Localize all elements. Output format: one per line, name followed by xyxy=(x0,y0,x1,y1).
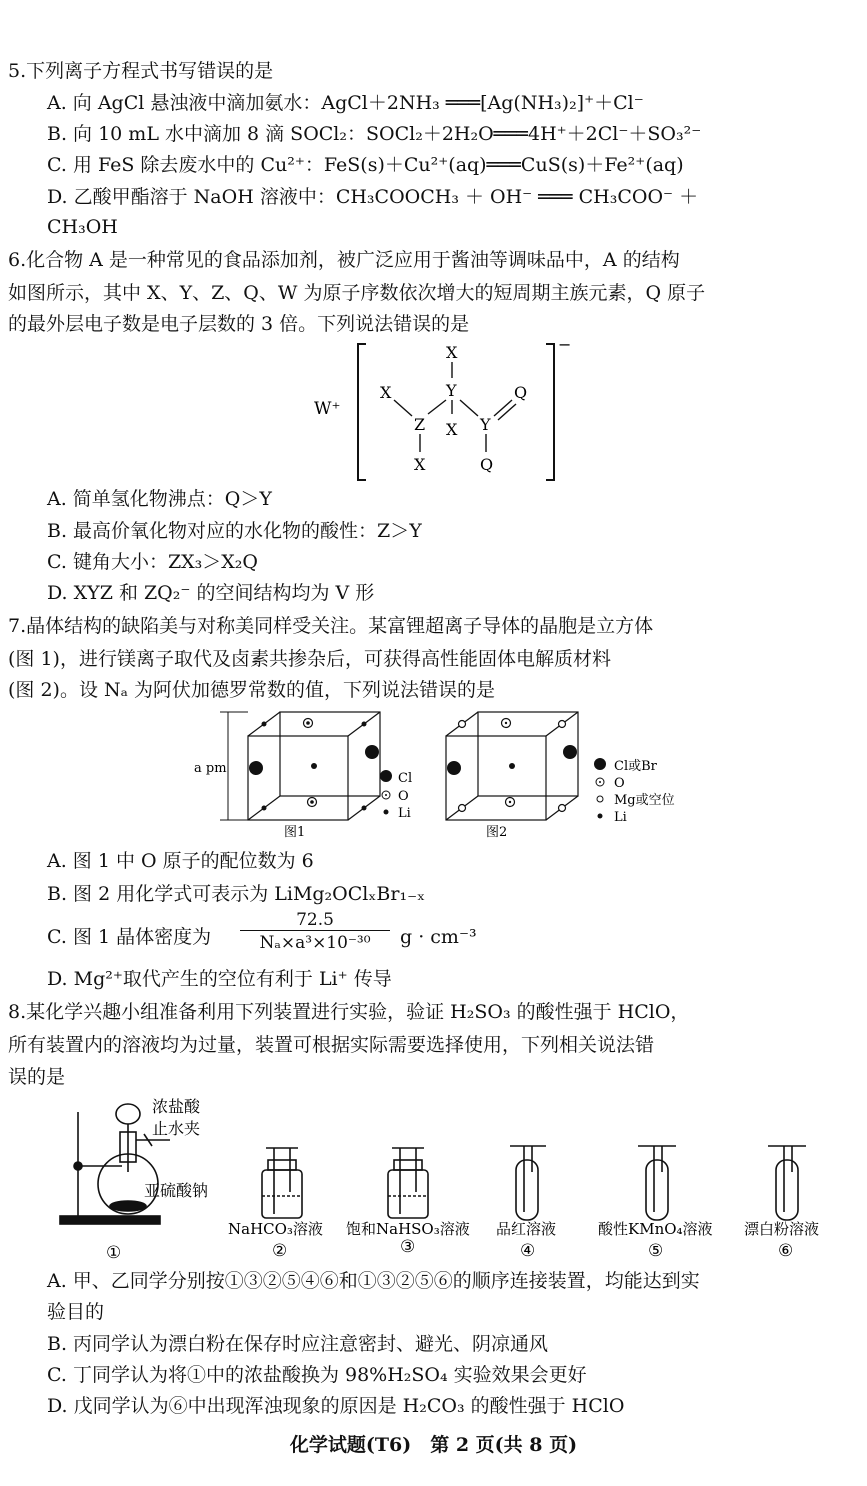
atom-x-bottom: X xyxy=(414,455,426,474)
q8-option-a: A. 甲、乙同学分别按①③②⑤④⑥和①③②⑤⑥的顺序连接装置，均能达到实 xyxy=(47,1270,700,1292)
q7-stem-line2: (图 1)，进行镁离子取代及卤素共掺杂后，可获得高性能固体电解质材料 xyxy=(8,648,611,670)
atom-q-double: Q xyxy=(514,383,528,402)
q6-option-b: B. 最高价氧化物对应的水化物的酸性：Z＞Y xyxy=(47,520,422,542)
label-salt: 亚硫酸钠 xyxy=(144,1181,209,1200)
apparatus-2 xyxy=(262,1148,302,1218)
q5-stem: 5.下列离子方程式书写错误的是 xyxy=(8,60,274,82)
fig1-label: 图1 xyxy=(284,825,306,840)
a-pm-label: a pm xyxy=(194,761,227,776)
q8-option-d: D. 戊同学认为⑥中出现浑浊现象的原因是 H₂CO₃ 的酸性强于 HClO xyxy=(47,1395,625,1417)
q8-stem-line2: 所有装置内的溶液均为过量，装置可根据实际需要选择使用，下列相关说法错 xyxy=(8,1034,655,1056)
q8-stem-line1: 8.某化学兴趣小组准备利用下列装置进行实验，验证 H₂SO₃ 的酸性强于 HClO， xyxy=(8,1001,690,1023)
q8-stem-line3: 误的是 xyxy=(8,1066,66,1088)
label-n6: ⑥ xyxy=(778,1241,794,1261)
w-ion-label: W⁺ xyxy=(314,399,341,419)
q7-option-c-unit: g · cm⁻³ xyxy=(400,926,477,948)
legend1-li: Li xyxy=(398,806,411,821)
legend1-o: O xyxy=(398,789,409,804)
atom-x-left: X xyxy=(380,383,392,402)
label-acid: 浓盐酸 xyxy=(152,1097,201,1116)
label-clamp: 止水夹 xyxy=(152,1119,201,1138)
q5-option-b: B. 向 10 mL 水中滴加 8 滴 SOCl₂：SOCl₂＋2H₂O═══4H⁺＋2Cl⁻＋SO₃²⁻ xyxy=(47,123,702,145)
q6-structure-figure xyxy=(300,338,590,488)
q5-option-c: C. 用 FeS 除去废水中的 Cu²⁺：FeS(s)＋Cu²⁺(aq)═══CuS(s)＋Fe²⁺(aq) xyxy=(47,154,684,176)
label-n3: ③ xyxy=(400,1237,416,1257)
q5-option-d: D. 乙酸甲酯溶于 NaOH 溶液中：CH₃COOCH₃ ＋ OH⁻ ═══ CH₃COO⁻ ＋ xyxy=(47,186,699,208)
q6-stem-line2: 如图所示，其中 X、Y、Z、Q、W 为原子序数依次增大的短周期主族元素，Q 原子 xyxy=(8,282,706,304)
atom-q-single: Q xyxy=(480,455,494,474)
q8-option-a-cont: 验目的 xyxy=(47,1301,105,1323)
q7-stem-line1: 7.晶体结构的缺陷美与对称美同样受关注。某富锂超离子导体的晶胞是立方体 xyxy=(8,615,654,637)
q7-option-c-denominator: Nₐ×a³×10⁻³⁰ xyxy=(259,933,371,953)
q6-option-a: A. 简单氢化物沸点：Q＞Y xyxy=(47,488,272,510)
q7-option-b: B. 图 2 用化学式可表示为 LiMg₂OClₓBr₁₋ₓ xyxy=(47,883,426,905)
atom-y-right: Y xyxy=(480,415,491,434)
label-n5: ⑤ xyxy=(648,1241,664,1261)
charge-label: − xyxy=(558,338,572,354)
label-n1: ① xyxy=(106,1243,122,1263)
legend2-o: O xyxy=(614,776,625,791)
q6-option-c: C. 键角大小：ZX₃＞X₂Q xyxy=(47,551,259,573)
atom-z: Z xyxy=(414,415,426,434)
label-s6: 漂白粉溶液 xyxy=(744,1220,820,1238)
label-s5: 酸性KMnO₄溶液 xyxy=(598,1220,713,1238)
q5-option-d-cont: CH₃OH xyxy=(47,216,118,238)
label-s4: 品红溶液 xyxy=(496,1220,557,1238)
legend2-li: Li xyxy=(614,810,627,825)
atom-y-center: Y xyxy=(446,381,457,400)
page-footer: 化学试题(T6) 第 2 页(共 8 页) xyxy=(289,1434,578,1456)
label-s3: 饱和NaHSO₃溶液 xyxy=(346,1220,470,1238)
q6-stem-line3: 的最外层电子数是电子层数的 3 倍。下列说法错误的是 xyxy=(8,313,470,335)
q8-apparatus-figure xyxy=(40,1092,840,1264)
apparatus-4 xyxy=(510,1146,546,1220)
q7-option-d: D. Mg²⁺取代产生的空位有利于 Li⁺ 传导 xyxy=(47,968,392,990)
fig2-label: 图2 xyxy=(486,825,508,840)
q7-option-c-numerator: 72.5 xyxy=(240,910,390,931)
legend2-cl-br: Cl或Br xyxy=(614,759,657,774)
legend2-mg: Mg或空位 xyxy=(614,793,675,808)
q8-option-b: B. 丙同学认为漂白粉在保存时应注意密封、避光、阴凉通风 xyxy=(47,1333,549,1355)
q7-stem-line3: (图 2)。设 Nₐ 为阿伏加德罗常数的值，下列说法错误的是 xyxy=(8,679,495,701)
label-n2: ② xyxy=(272,1241,288,1261)
q6-option-d: D. XYZ 和 ZQ₂⁻ 的空间结构均为 V 形 xyxy=(47,582,375,604)
apparatus-6 xyxy=(768,1146,806,1220)
q6-stem-line1: 6.化合物 A 是一种常见的食品添加剂，被广泛应用于酱油等调味品中，A 的结构 xyxy=(8,249,680,271)
label-n4: ④ xyxy=(520,1241,536,1261)
q7-option-a: A. 图 1 中 O 原子的配位数为 6 xyxy=(47,850,314,872)
q8-option-c: C. 丁同学认为将①中的浓盐酸换为 98%H₂SO₄ 实验效果会更好 xyxy=(47,1364,587,1386)
apparatus-3 xyxy=(388,1148,428,1218)
legend1-cl: Cl xyxy=(398,771,413,786)
q7-crystal-figures xyxy=(190,708,710,846)
label-s2: NaHCO₃溶液 xyxy=(228,1220,323,1238)
q5-option-a: A. 向 AgCl 悬浊液中滴加氨水：AgCl＋2NH₃ ═══[Ag(NH₃)₂]⁺＋Cl⁻ xyxy=(47,92,644,114)
q7-option-c-prefix: C. 图 1 晶体密度为 xyxy=(47,926,212,948)
apparatus-5 xyxy=(638,1146,676,1220)
atom-x-top: X xyxy=(446,343,458,362)
atom-x-mid: X xyxy=(446,420,458,439)
